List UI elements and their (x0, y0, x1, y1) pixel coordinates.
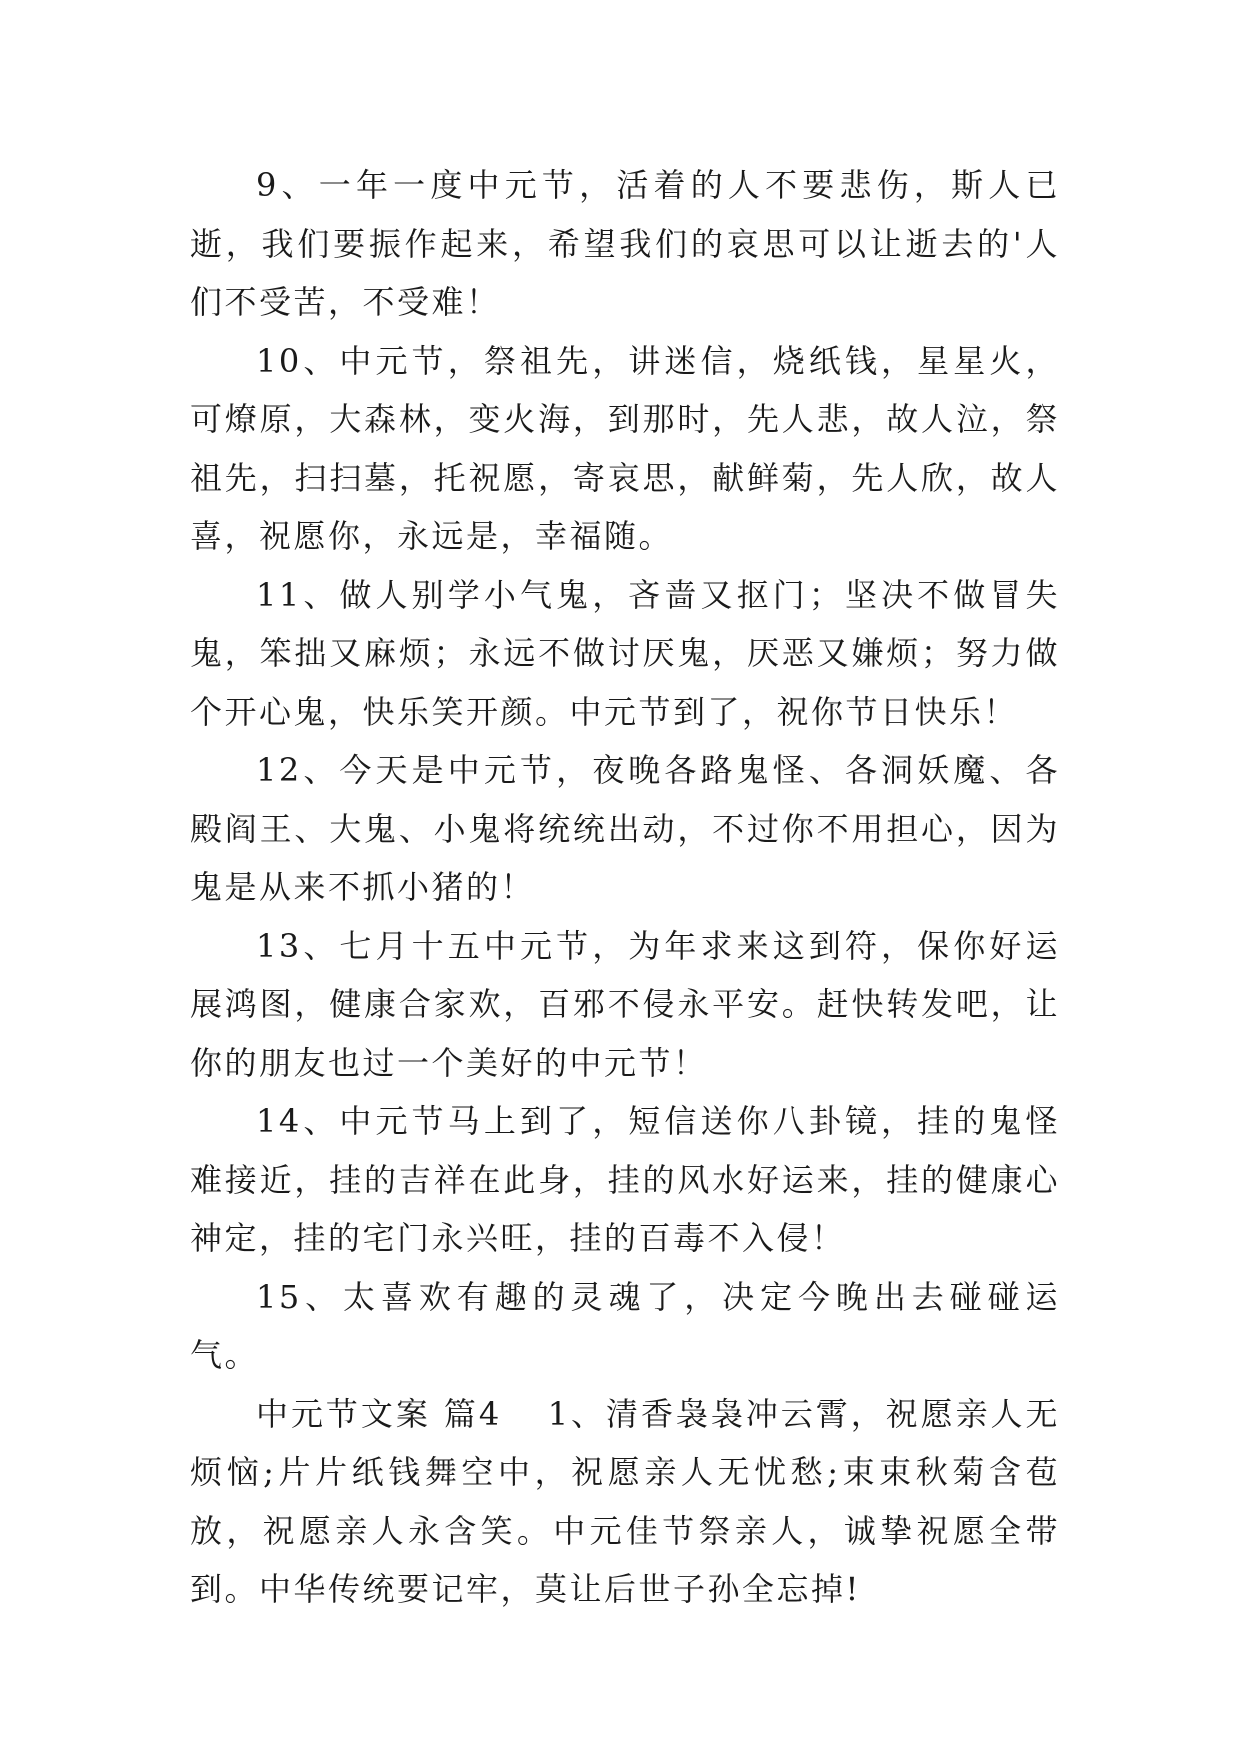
paragraph-14: 14、中元节马上到了，短信送你八卦镜，挂的鬼怪难接近，挂的吉祥在此身，挂的风水好运来，挂的健康心神定，挂的宅门永兴旺，挂的百毒不入侵！ (190, 1102, 1060, 1257)
paragraph-12: 12、今天是中元节，夜晚各路鬼怪、各洞妖魔、各殿阎王、大鬼、小鬼将统统出动，不过你不用担心，因为鬼是从来不抓小猪的！ (190, 751, 1060, 906)
section-heading: 中元节文案 篇4 (256, 1394, 502, 1433)
paragraph-9: 9、一年一度中元节，活着的人不要悲伤，斯人已逝，我们要振作起来，希望我们的哀思可以让逝去的'人们不受苦，不受难！ (190, 166, 1060, 321)
paragraph-15: 15、太喜欢有趣的灵魂了，决定今晚出去碰碰运气。 (190, 1277, 1060, 1374)
section-paragraph (190, 1385, 1060, 1619)
document-body (190, 156, 1060, 1619)
paragraph-10: 10、中元节，祭祖先，讲迷信，烧纸钱，星星火，可燎原，大森林，变火海，到那时，先人悲，故人泣，祭祖先，扫扫墓，托祝愿，寄哀思，献鲜菊，先人欣，故人喜，祝愿你，永远是，幸福随。 (190, 341, 1060, 555)
paragraph-13: 13、七月十五中元节，为年求来这到符，保你好运展鸿图，健康合家欢，百邪不侵永平安。赶快转发吧，让你的朋友也过一个美好的中元节！ (190, 926, 1060, 1082)
paragraph-11: 11、做人别学小气鬼，吝啬又抠门；坚决不做冒失鬼，笨拙又麻烦；永远不做讨厌鬼，厌恶又嫌烦；努力做个开心鬼，快乐笑开颜。中元节到了，祝你节日快乐！ (190, 575, 1060, 731)
section-text: 1、清香袅袅冲云霄，祝愿亲人无烦恼;片片纸钱舞空中，祝愿亲人无忧愁;束束秋菊含苞放，祝愿亲人永含笑。中元佳节祭亲人，诚挚祝愿全带到。中华传统要记牢，莫让后世子孙全忘掉! (190, 1394, 1060, 1608)
